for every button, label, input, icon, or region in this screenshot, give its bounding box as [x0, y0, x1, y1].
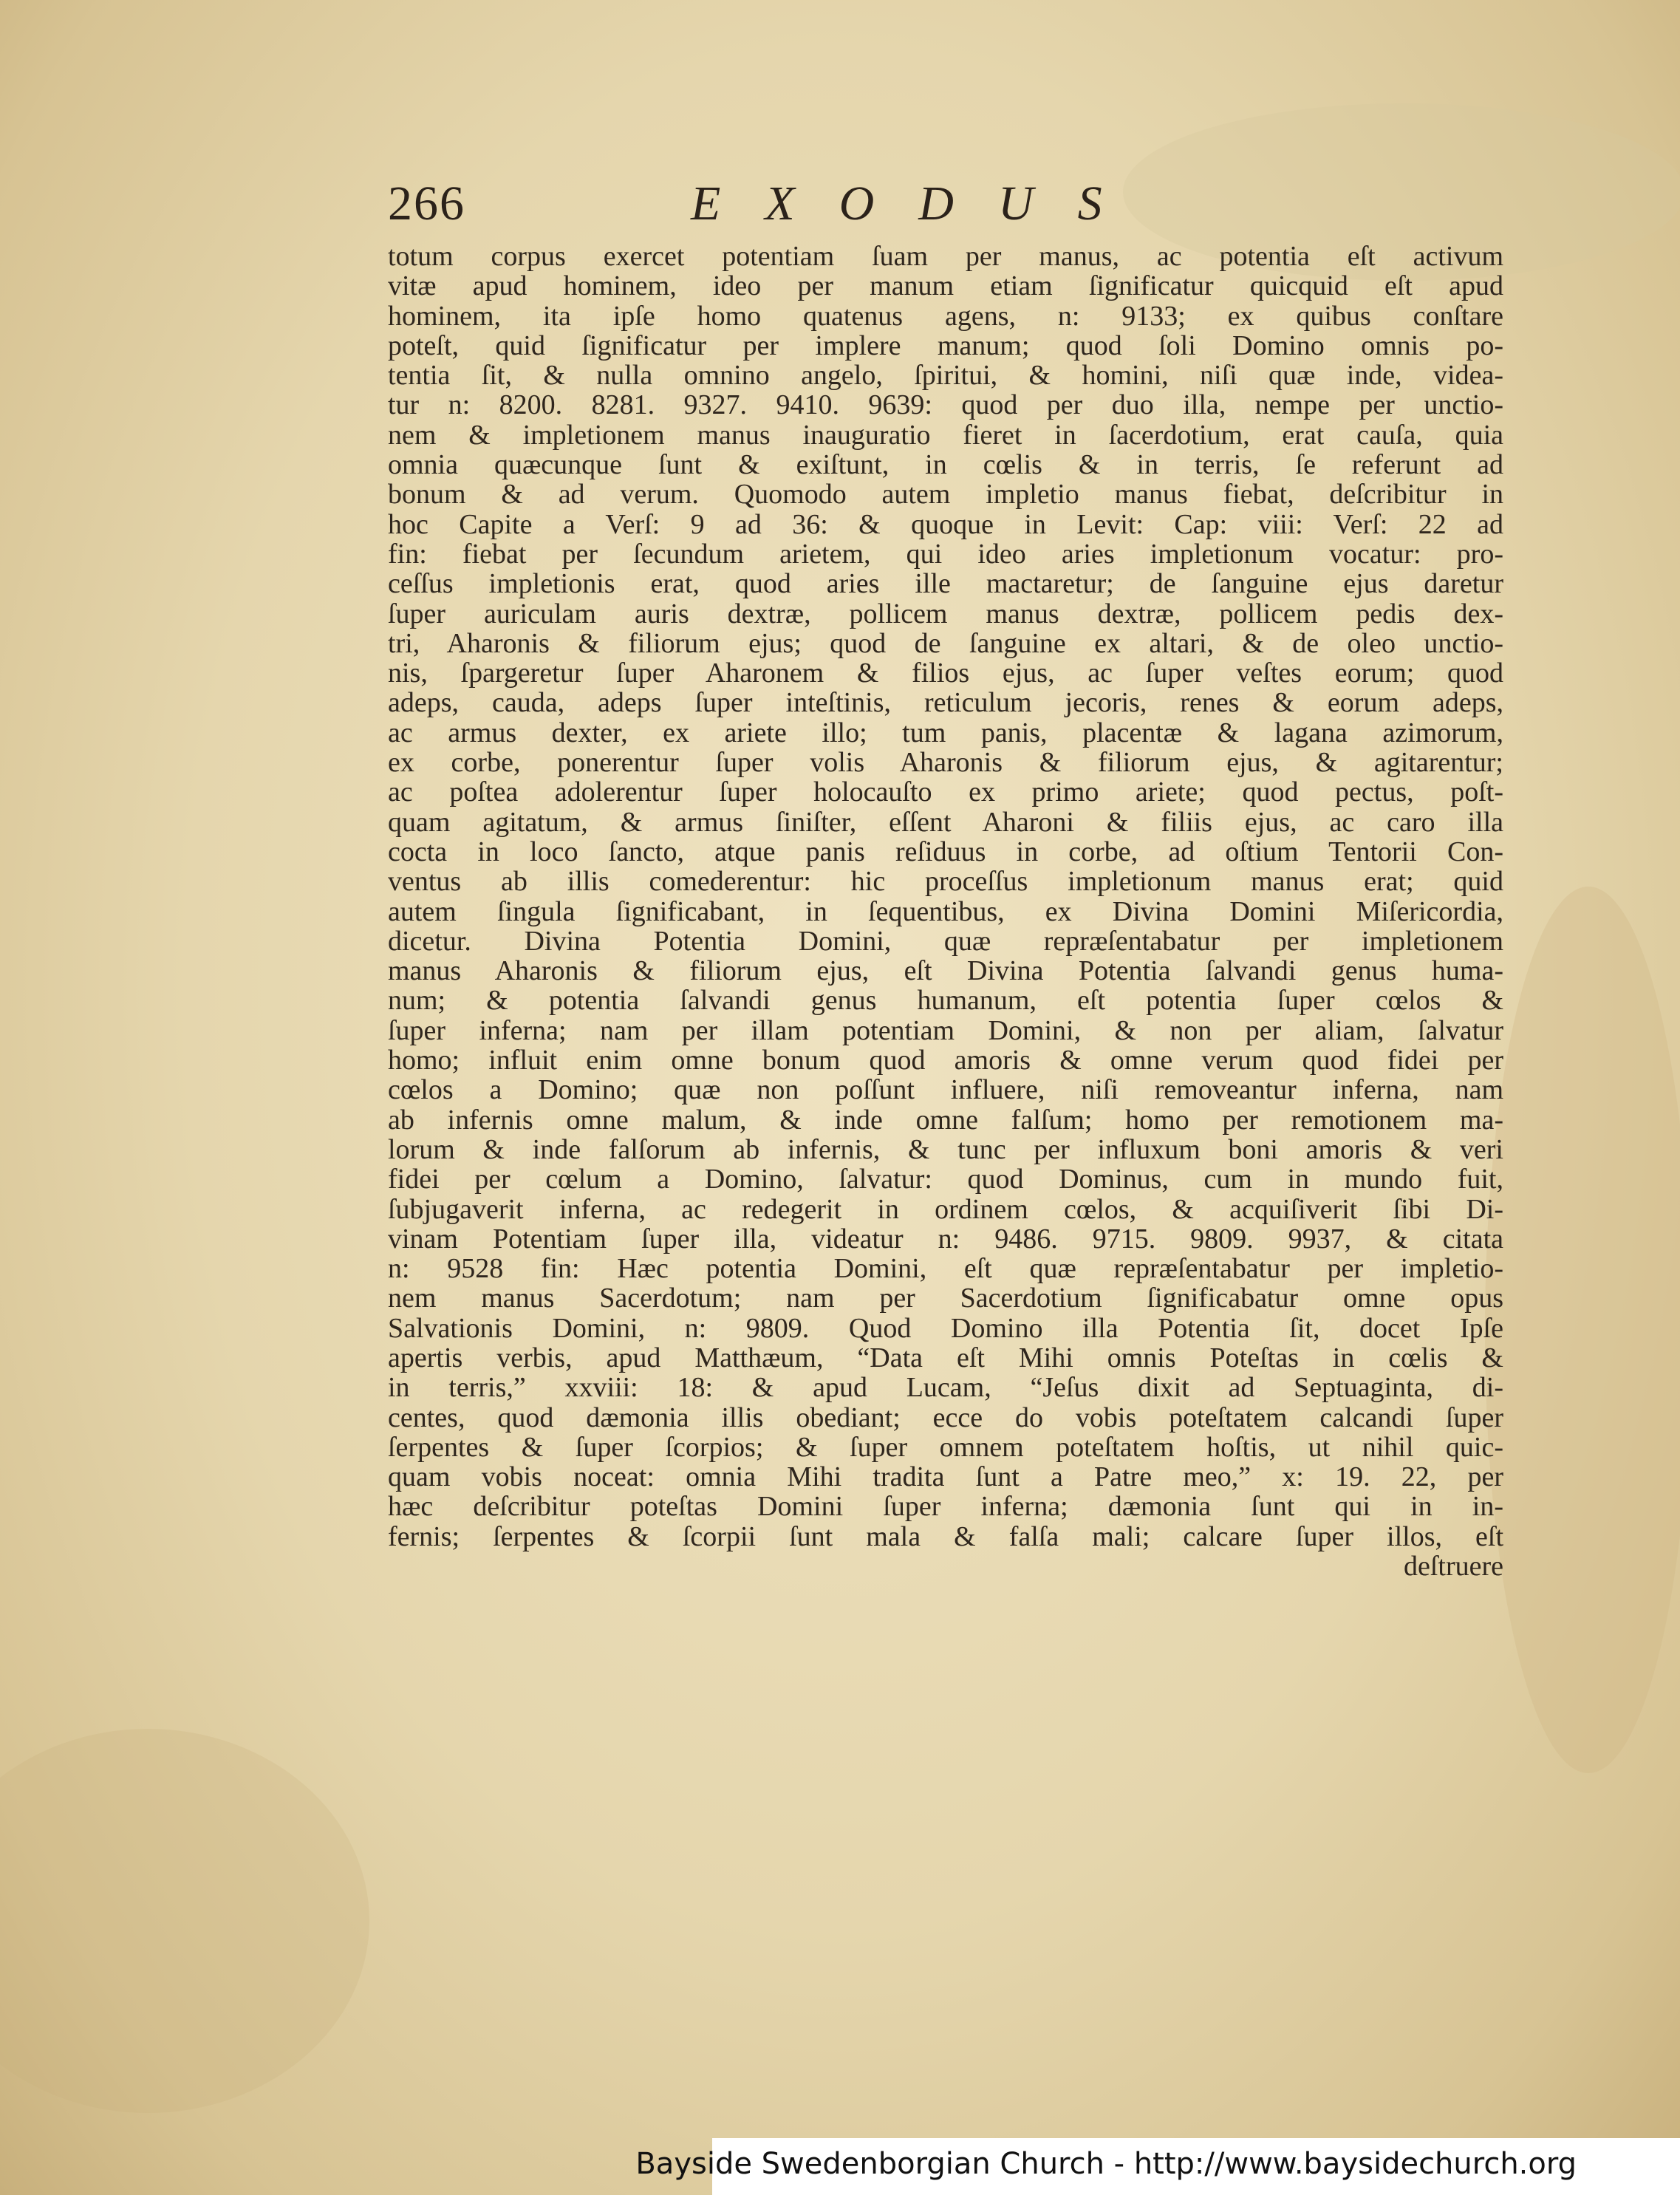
page-number: 266	[388, 177, 465, 231]
text-line: adeps, cauda, adeps ſuper inteſtinis, reticulum jecoris, renes & eorum adeps,	[388, 687, 1503, 719]
text-line: ceſſus impletionis erat, quod aries ille mactaretur; de ſanguine ejus daretur	[388, 568, 1503, 600]
text-line: ſubjugaverit inferna, ac redegerit in ordinem cœlos, & acquiſiverit ſibi Di-	[388, 1193, 1503, 1225]
footer	[0, 2138, 1680, 2195]
running-title: EXODUS	[691, 177, 1147, 231]
footer-credit: Bayside Swedenborgian Church - http://www.baysidechurch.org	[635, 2147, 1577, 2181]
text-line: hæc deſcribitur poteſtas Domini ſuper inferna; dæmonia ſunt qui in in-	[388, 1491, 1503, 1523]
text-line: nis, ſpargeretur ſuper Aharonem & filios ejus, ac ſuper veſtes eorum; quod	[388, 658, 1503, 689]
text-line: fin: fiebat per ſecundum arietem, qui ideo aries impletionum vocatur: pro-	[388, 538, 1503, 570]
text-line: bonum & ad verum. Quomodo autem impletio manus fiebat, deſcribitur in	[388, 479, 1503, 511]
text-line: n: 9528 fin: Hæc potentia Domini, eſt quæ repræſentabatur per impletio-	[388, 1253, 1503, 1285]
text-line: ab infernis omne malum, & inde omne falſum; homo per remotionem ma-	[388, 1104, 1503, 1136]
text-line: ex corbe, ponerentur ſuper volis Aharonis & filiorum ejus, & agitarentur;	[388, 747, 1503, 779]
text-line: ventus ab illis comederentur: hic proceſſus impletionum manus erat; quid	[388, 866, 1503, 898]
text-line: vinam Potentiam ſuper illa, videatur n: 9486. 9715. 9809. 9937, & citata	[388, 1223, 1503, 1254]
text-line: fidei per cœlum a Domino, ſalvatur: quod Dominus, cum in mundo fuit,	[388, 1164, 1503, 1195]
text-line: autem ſingula ſignificabant, in ſequentibus, ex Divina Domini Miſericordia,	[388, 895, 1503, 927]
text-line: ac armus dexter, ex ariete illo; tum panis, placentæ & lagana azimorum,	[388, 717, 1503, 748]
text-line: ſuper auriculam auris dextræ, pollicem manus dextræ, pollicem pedis dex-	[388, 598, 1503, 629]
text-line: Salvationis Domini, n: 9809. Quod Domino illa Potentia ſit, docet Ipſe	[388, 1312, 1503, 1344]
text-line: quam vobis noceat: omnia Mihi tradita ſunt a Patre meo,” x: 19. 22, per	[388, 1461, 1503, 1493]
text-line: hoc Capite a Verſ: 9 ad 36: & quoque in Levit: Cap: viii: Verſ: 22 ad	[388, 508, 1503, 540]
text-line: apertis verbis, apud Matthæum, “Data eſt Mihi omnis Poteſtas in cœlis &	[388, 1342, 1503, 1373]
text-line: centes, quod dæmonia illis obediant; ecce do vobis poteſtatem calcandi ſuper	[388, 1402, 1503, 1433]
text-line: num; & potentia ſalvandi genus humanum, eſt potentia ſuper cœlos &	[388, 985, 1503, 1017]
text-line: cœlos a Domino; quæ non poſſunt influere, niſi removeantur inferna, nam	[388, 1074, 1503, 1106]
text-line: in terris,” xxviii: 18: & apud Lucam, “Jeſus dixit ad Septuaginta, di-	[388, 1372, 1503, 1404]
text-line: nem & impletionem manus inauguratio fieret in ſacerdotium, erat cauſa, quia	[388, 419, 1503, 451]
text-line: fernis; ſerpentes & ſcorpii ſunt mala & falſa mali; calcare ſuper illos, eſt	[388, 1520, 1503, 1552]
text-line: manus Aharonis & filiorum ejus, eſt Divina Potentia ſalvandi genus huma-	[388, 955, 1503, 987]
text-line: dicetur. Divina Potentia Domini, quæ repræſentabatur per impletionem	[388, 925, 1503, 957]
text-line: omnia quæcunque ſunt & exiſtunt, in cœlis & in terris, ſe referunt ad	[388, 449, 1503, 481]
text-line: lorum & inde falſorum ab infernis, & tunc per influxum boni amoris & veri	[388, 1133, 1503, 1165]
text-line: hominem, ita ipſe homo quatenus agens, n: 9133; ex quibus conſtare	[388, 300, 1503, 332]
text-line: tri, Aharonis & filiorum ejus; quod de ſanguine ex altari, & de oleo unctio-	[388, 627, 1503, 659]
text-line: ſuper inferna; nam per illam potentiam Domini, & non per aliam, ſalvatur	[388, 1014, 1503, 1046]
page-header	[388, 176, 1511, 235]
text-line: ac poſtea adolerentur ſuper holocauſto ex primo ariete; quod pectus, poſt-	[388, 776, 1503, 808]
text-line: quam agitatum, & armus ſiniſter, eſſent Aharoni & filiis ejus, ac caro illa	[388, 806, 1503, 838]
text-line: poteſt, quid ſignificatur per implere manum; quod ſoli Domino omnis po-	[388, 330, 1503, 361]
text-line: nem manus Sacerdotum; nam per Sacerdotium ſignificabatur omne opus	[388, 1283, 1503, 1314]
text-line: ſerpentes & ſuper ſcorpios; & ſuper omnem poteſtatem hoſtis, ut nihil quic-	[388, 1431, 1503, 1463]
text-line: tur n: 8200. 8281. 9327. 9410. 9639: quod per duo illa, nempe per unctio-	[388, 389, 1503, 421]
text-line: tentia ſit, & nulla omnino angelo, ſpiritui, & homini, niſi quæ inde, videa-	[388, 360, 1503, 392]
text-line: deſtruere	[1403, 1551, 1503, 1583]
text-line: vitæ apud hominem, ideo per manum etiam ſignificatur quicquid eſt apud	[388, 270, 1503, 302]
text-line: cocta in loco ſancto, atque panis reſiduus in corbe, ad oſtium Tentorii Con-	[388, 836, 1503, 867]
text-line: totum corpus exercet potentiam ſuam per manus, ac potentia eſt activum	[388, 241, 1503, 272]
body-text	[388, 242, 1503, 1581]
text-line: homo; influit enim omne bonum quod amoris & omne verum quod fidei per	[388, 1045, 1503, 1076]
